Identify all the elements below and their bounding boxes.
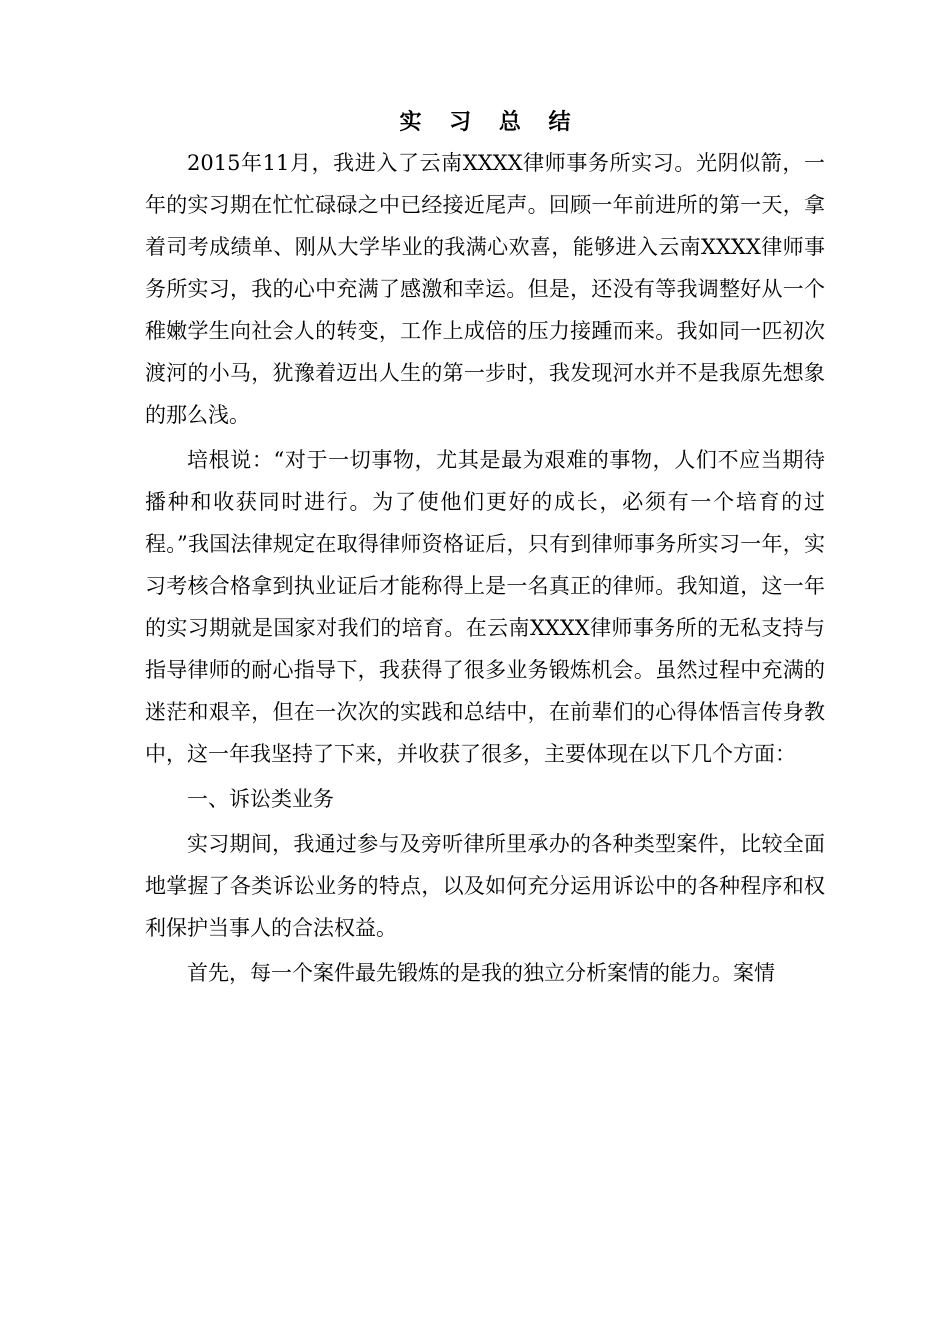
section-heading-litigation: 一、诉讼类业务 — [187, 787, 334, 811]
paragraph-intro: 2015年11月，我进入了云南XXXX律师事务所实习。光阴似箭，一年的实习期在忙忙碌碌之中已经接近尾声。回顾一年前进所的第一天，拿着司考成绩单、刚从大学毕业的我满心欢喜，能够进入云南XXXX律师事务所实习，我的心中充满了感激和幸运。但是，还没有等我调整好从一个稚嫩学生向社会人的转变，工作上成倍的压力接踵而来。我如同一匹初次渡河的小马，犹豫着迈出人生的第一步时，我发现河水并不是我原先想象的那么浅。 — [145, 151, 825, 427]
document-body — [145, 102, 825, 997]
paragraph-case-analysis: 首先，每一个案件最先锻炼的是我的独立分析案情的能力。案情 — [187, 961, 775, 985]
document-title: 实 习 总 结 — [399, 109, 581, 135]
paragraph-litigation-overview: 实习期间，我通过参与及旁听律所里承办的各种类型案件，比较全面地掌握了各类诉讼业务的特点，以及如何充分运用诉讼中的各种程序和权利保护当事人的合法权益。 — [145, 832, 825, 940]
paragraph-bacon-quote: 培根说：“对于一切事物，尤其是最为艰难的事物，人们不应当期待播种和收获同时进行。为了使他们更好的成长，必须有一个培育的过程。”我国法律规定在取得律师资格证后，只有到律师事务所实习一年，实习考核合格拿到执业证后才能称得上是一名真正的律师。我知道，这一年的实习期就是国家对我们的培育。在云南XXXX律师事务所的无私支持与指导律师的耐心指导下，我获得了很多业务锻炼机会。虽然过程中充满的迷茫和艰辛，但在一次次的实践和总结中，在前辈们的心得体悟言传身教中，这一年我坚持了下来，并收获了很多，主要体现在以下几个方面： — [145, 448, 825, 766]
